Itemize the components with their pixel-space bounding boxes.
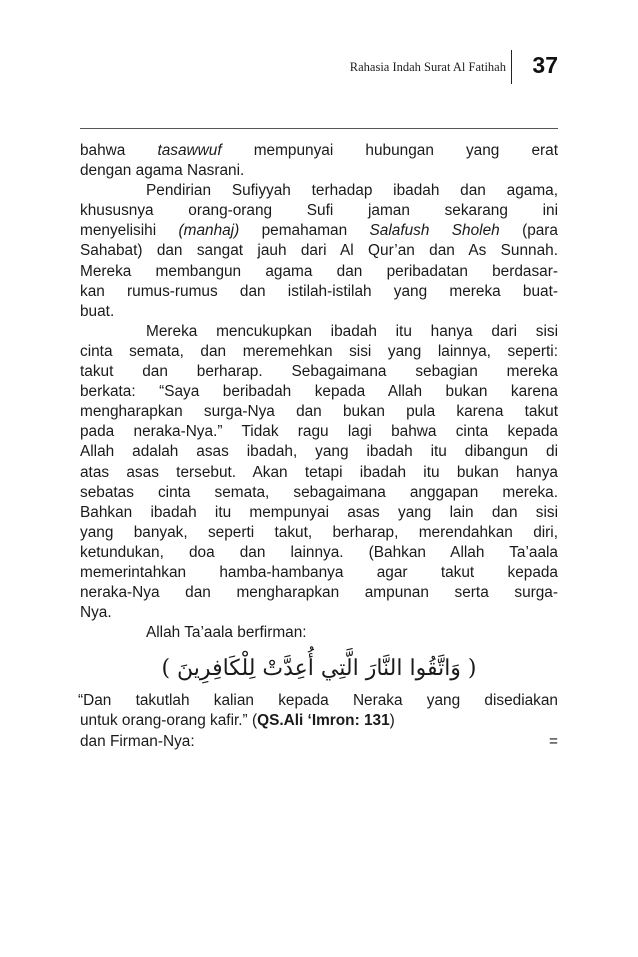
text-line: Bahkan ibadah itu mempunyai asas yang lain dan sisi — [80, 503, 558, 521]
text-line: Pendirian Sufiyyah terhadap ibadah dan agama, — [146, 182, 558, 200]
final-line — [80, 732, 558, 752]
text-line: pada neraka-Nya.” Tidak ragu lagi bahwa cinta kepada — [80, 423, 558, 441]
text-line: khususnya orang-orang Sufi jaman sekarang ini — [80, 202, 558, 220]
translation-text: untuk orang-orang kafir.” ( — [80, 712, 258, 730]
italic-term: Salafush Sholeh — [369, 222, 500, 240]
text-line: berkata: “Saya beribadah kepada Allah bukan karena — [80, 383, 558, 401]
text-line: buat. — [80, 302, 115, 320]
italic-term: tasawwuf — [157, 142, 222, 159]
translation-line-2 — [80, 711, 558, 731]
text-line: kan rumus-rumus dan istilah-istilah yang mereka buat- — [80, 282, 558, 300]
text-line: yang banyak, seperti takut, berharap, merendahkan diri, — [80, 523, 558, 541]
header-separator — [511, 50, 512, 84]
text-line: Allah Ta’aala berfirman: — [146, 624, 307, 642]
text-line: bahwa tasawwuf mempunyai hubungan yang erat — [80, 142, 558, 159]
arabic-verse: ( وَاتَّقُوا النَّارَ الَّتِي أُعِدَّتْ لِلْكَافِرِينَ ) — [161, 656, 477, 682]
text-line: mengharapkan surga-Nya dan bukan pula karena takut — [80, 403, 558, 421]
text-line: cinta semata, dan meremehkan sisi yang lainnya, seperti: — [80, 342, 558, 360]
final-line-text: dan Firman-Nya: — [80, 732, 195, 750]
text-line: neraka-Nya dan mengharapkan ampunan serta surga- — [80, 584, 558, 602]
text-line: atas asas tersebut. Akan tetapi ibadah itu bukan hanya — [80, 463, 558, 481]
body-text — [80, 141, 558, 752]
page-number: 37 — [532, 52, 558, 78]
continuation-mark: = — [549, 732, 558, 750]
text-line: menyelisihi (manhaj) pemahaman Salafush Sholeh (para — [80, 222, 558, 240]
running-title: Rahasia Indah Surat Al Fatihah — [349, 60, 506, 74]
text-line: Mereka membangun agama dan peribadatan berdasar- — [80, 262, 558, 280]
translation-close: ) — [389, 712, 395, 730]
text-line: Nya. — [80, 604, 112, 622]
italic-term: (manhaj) — [178, 222, 240, 240]
translation-line: “Dan takutlah kalian kepada Neraka yang disediakan — [78, 692, 558, 710]
text-line: dengan agama Nasrani. — [80, 162, 245, 180]
text-line: Allah adalah asas ibadah, yang ibadah itu dibangun di — [80, 443, 558, 461]
header-rule — [80, 128, 558, 129]
text-line: sebatas cinta semata, sebagaimana anggapan mereka. — [80, 483, 558, 501]
text-line: memerintahkan hamba-hambanya agar takut kepada — [80, 563, 558, 581]
text-line: Mereka mencukupkan ibadah itu hanya dari sisi — [146, 322, 558, 340]
verse-reference: QS.Ali ‘Imron: 131 — [257, 712, 390, 730]
text-line: takut dan berharap. Sebagaimana sebagian mereka — [80, 363, 558, 381]
text-line: Sahabat) dan sangat jauh dari Al Qur’an dan As Sunnah. — [80, 242, 558, 260]
page-header — [80, 50, 558, 84]
text-line: ketundukan, doa dan lainnya. (Bahkan Allah Ta’aala — [80, 543, 558, 561]
